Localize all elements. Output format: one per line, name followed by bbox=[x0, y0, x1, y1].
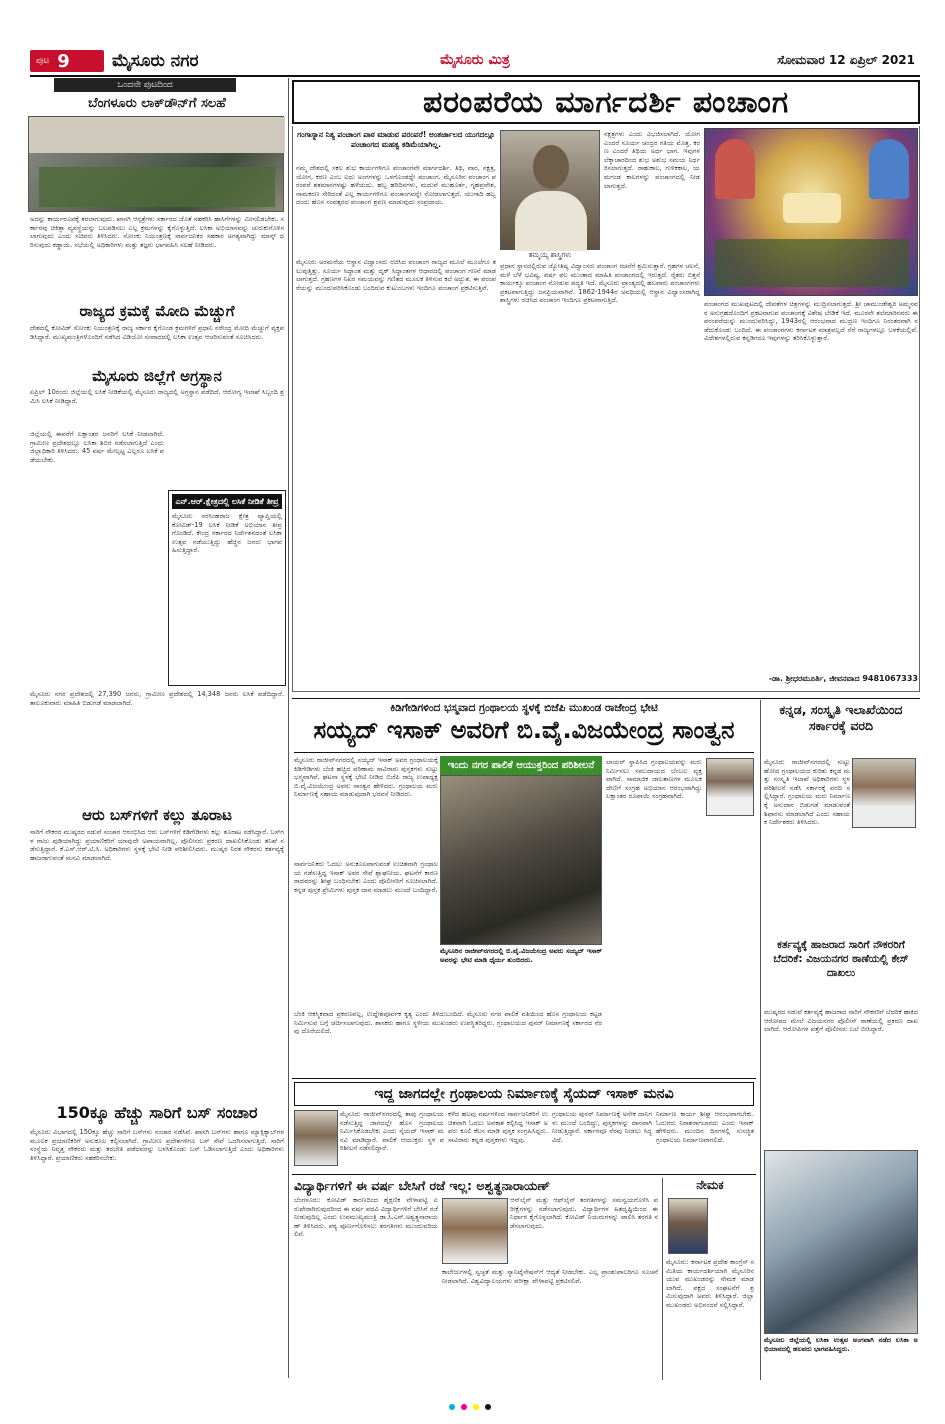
col4-text-2: ಮುಷ್ಕರದ ನಡುವೆ ಕರ್ತವ್ಯಕ್ಕೆ ಹಾಜರಾದ ಸಾರಿಗೆ ನೌಕರರಿಗೆ ಬೆದರಿಕೆ ಹಾಕಿದ ಆರೋಪದ ಮೇಲೆ ವಿಜಯನಗರ ಪೊಲೀಸ್ ಠಾಣೆಯಲ್ಲಿ ಪ್ರಕರಣ ದಾಖಲಾಗಿದೆ. ಆರೋಪಿಗಳ ಪತ್ತೆಗೆ ಪೊಲೀಸರು ಬಲೆ ಬೀಸಿದ್ದಾರೆ. bbox=[764, 1008, 918, 1034]
col4-caption: ಮೈಸೂರು ಜಿಲ್ಲೆಯಲ್ಲಿ ಲಸಿಕಾ ಉತ್ಸವ ಅಂಗವಾಗಿ ನಡೆದ ಲಸಿಕಾ ಅಭಿಯಾನದಲ್ಲಿ ಹಲವರು ಭಾಗವಹಿಸಿದ್ದರು. bbox=[764, 1336, 918, 1353]
feature-text-5: ಪಂಚಾಂಗದ ಮುಖಪುಟದಲ್ಲಿ ದೇವತೆಗಳ ಚಿತ್ರಗಳನ್ನು ಮುದ್ರಿಸಲಾಗುತ್ತದೆ. ಶ್ರೀ ಚಾಮುಂಡೇಶ್ವರಿ ಅಮ್ಮನವರ ಅನುಗ್ರಹದೊಂದಿಗೆ ಪ್ರಕಟವಾಗುವ ಪಂಚಾಂಗಕ್ಕೆ ವಿಶೇಷ ಬೇಡಿಕೆ ಇದೆ. ಮೂರನೇ ತಲೆಮಾರಿನವರು ಈ ಪರಂಪರೆಯನ್ನು ಮುಂದುವರಿಸಿದ್ದು, 1943ರಲ್ಲಿ ಆರಂಭವಾದ ಮುದ್ರಣ ಇಂದಿಗೂ ನಿರಂತರವಾಗಿ ನಡೆದುಕೊಂಡು ಬಂದಿದೆ. ಈ ಪಂಚಾಂಗಗಳು ಕರ್ನಾಟಕ ಮಾತ್ರವಲ್ಲದೆ ನೆರೆ ರಾಜ್ಯಗಳಲ್ಲೂ ಬಳಕೆಯಲ್ಲಿವೆ. ವಿದೇಶಗಳಲ್ಲಿರುವ ಕನ್ನಡಿಗರೂ ಇವುಗಳನ್ನು ತರಿಸಿಕೊಳ್ಳುತ್ತಾರೆ. bbox=[704, 300, 918, 343]
col4-headline-2: ಕರ್ತವ್ಯಕ್ಕೆ ಹಾಜರಾದ ಸಾರಿಗೆ ನೌಕರರಿಗೆ ಬೆದರಿಕೆ: ವಿಜಯನಗರ ಠಾಣೆಯಲ್ಲಿ ಕೇಸ್ ದಾಖಲು bbox=[773, 939, 909, 979]
burnt-library-photo bbox=[440, 775, 602, 945]
feature-text-4: ಪ್ರಧಾನ ಸ್ಥಾನದಲ್ಲಿರುವ ಜ್ಯೋತಿಷ್ಯ ವಿದ್ವಾಂಸರು ಪಂಚಾಂಗ ರಚನೆಗೆ ಶ್ರಮಿಸುತ್ತಾರೆ. ಗ್ರಹಗಳ ಚಲನೆ, ಮಳೆ ಬೆಳೆ ಭವಿಷ್ಯ, ವರ್ಷ ಫಲ ಮುಂತಾದ ಮಾಹಿತಿ ಪಂಚಾಂಗದಲ್ಲಿ ಇರುತ್ತದೆ. ರೈತರು ಬಿತ್ತನೆ ಕಾರ್ಯಕ್ಕೂ ಪಂಚಾಂಗ ನೋಡುವ ಪದ್ಧತಿ ಇದೆ. ಮೈಸೂರು ಪ್ರಾಂತ್ಯದಲ್ಲಿ ಹಲವಾರು ಪಂಚಾಂಗಗಳು ಪ್ರಕಟವಾಗುತ್ತಿದ್ದು ಜನಪ್ರಿಯವಾಗಿವೆ. 1862-1944ರ ಅವಧಿಯಲ್ಲಿ ಆಸ್ಥಾನ ವಿದ್ವಾಂಸರಾಗಿದ್ದ ಶಾಸ್ತ್ರಿಗಳು ರಚಿಸಿದ ಪಂಚಾಂಗ ಇಂದಿಗೂ ಪ್ರಕಟವಾಗುತ್ತಿದೆ. bbox=[500, 262, 700, 305]
feature-intro: ಗಂಗಾಸ್ನಾನ ನಿತ್ಯ ಪಂಚಾಂಗ ಪಾಠ ಮಾಡುವ ಪರಂಪರೆ! ಅಂತರ್ಜಾಲದ ಯುಗದಲ್ಲೂ ಪಂಚಾಂಗದ ಮಹತ್ವ ಕಡಿಮೆಯಾಗಿಲ್ಲ. bbox=[297, 130, 495, 149]
page-number: 9 bbox=[57, 50, 70, 72]
col1-text-7: ಮೈಸೂರು ವಿಭಾಗದಲ್ಲಿ 150ಕ್ಕೂ ಹೆಚ್ಚು ಸಾರಿಗೆ ಬಸ್‌ಗಳು ಸಂಚಾರ ನಡೆಸಿವೆ. ಖಾಸಗಿ ಬಸ್‌ಗಳು ಹಾಗೂ ಮ್ಯಾಕ್ಸಿಕ್ಯಾಬ್‌ಗಳ ಮೂಲಕ ಪ್ರಯಾಣಿಕರಿಗೆ ಅನುಕೂಲ ಕಲ್ಪಿಸಲಾಗಿದೆ. ಗ್ರಾಮೀಣ ಪ್ರದೇಶಗಳಿಗೂ ಬಸ್ ಸೇವೆ ಒದಗಿಸಲಾಗುತ್ತಿದೆ. ಸಾರಿಗೆ ಸಂಸ್ಥೆಯ ನಿವೃತ್ತ ನೌಕರರು ಮತ್ತು ತರಬೇತಿ ಪಡೆದವರನ್ನು ಬಳಸಿಕೊಂಡು ಬಸ್ ಓಡಿಸಲಾಗುತ್ತಿದೆ ಎಂದು ಅಧಿಕಾರಿಗಳು ತಿಳಿಸಿದ್ದಾರೆ. ಪ್ರಯಾಣಿಕರು ಸಹಕರಿಸಬೇಕು. bbox=[30, 1128, 284, 1162]
story3-text-3: ಗ್ರಂಥಾಲಯ ಪುನರ್ ನಿರ್ಮಾಣಕ್ಕೆ ಅನೇಕ ದಾನಿಗಳು ಮುಂದೆ ಬಂದಿದ್ದು, ಪುಸ್ತಕಗಳನ್ನು ದಾನವಾಗಿ ನೀಡುತ್ತಿದ್ದಾರೆ. ಸರ್ಕಾರವೂ ನೆರವು ನೀಡಲು ಸಿದ್ಧವಿದೆ. bbox=[552, 1110, 652, 1144]
vaccination-photo bbox=[764, 1150, 918, 1334]
col1-text-4: ಜಿಲ್ಲೆಯಲ್ಲಿ ಈವರೆಗೆ ಲಕ್ಷಾಂತರ ಜನರಿಗೆ ಲಸಿಕೆ ನೀಡಲಾಗಿದೆ. ಗ್ರಾಮೀಣ ಪ್ರದೇಶದಲ್ಲೂ ಲಸಿಕಾ ಶಿಬಿರ ನಡೆಸಲಾಗುತ್ತಿದೆ ಎಂದು ಜಿಲ್ಲಾಧಿಕಾರಿ ತಿಳಿಸಿದರು. 45 ವರ್ಷ ಮೇಲ್ಪಟ್ಟ ಎಲ್ಲರೂ ಲಸಿಕೆ ಪಡೆಯಬೇಕು. bbox=[30, 430, 164, 464]
appointment-title: ನೇಮಕ bbox=[696, 1178, 724, 1192]
section-rule-2 bbox=[292, 1078, 756, 1079]
page-number-badge bbox=[30, 50, 104, 72]
page-word: ಪುಟ bbox=[36, 56, 50, 66]
story4-headline: ವಿದ್ಯಾರ್ಥಿಗಳಿಗೆ ಈ ವರ್ಷ ಬೇಸಿಗೆ ರಜೆ ಇಲ್ಲ: ಅಶ್ವತ್ಥನಾರಾಯಣ್ bbox=[294, 1178, 551, 1193]
col1-headline-1: ಬೆಂಗಳೂರು ಲಾಕ್‌ಡೌನ್‌ಗೆ ಸಲಹೆ bbox=[88, 96, 226, 111]
feature-border bbox=[292, 126, 920, 692]
story2-headline: ಸಯ್ಯದ್ ಇಸಾಕ್ ಅವರಿಗೆ ಬಿ.ವೈ.ವಿಜಯೇಂದ್ರ ಸಾಂತ್ವನ bbox=[313, 716, 735, 744]
col4-text-1: ಮೈಸೂರು ರಾಜೀವ್‌ನಗರದಲ್ಲಿ ಸುಟ್ಟು ಹೋದ ಗ್ರಂಥಾಲಯದ ಕುರಿತು ಕನ್ನಡ ಮತ್ತು ಸಂಸ್ಕೃತಿ ಇಲಾಖೆ ಅಧಿಕಾರಿಗಳು ಸ್ಥಳ ಪರಿಶೀಲನೆ ನಡೆಸಿ ಸರ್ಕಾರಕ್ಕೆ ವರದಿ ಸಲ್ಲಿಸಿದ್ದಾರೆ. ಗ್ರಂಥಾಲಯ ಮರು ನಿರ್ಮಾಣಕ್ಕೆ ಅನುದಾನ ಬಿಡುಗಡೆ ಮಾಡುವಂತೆ ಶಿಫಾರಸು ಮಾಡಲಾಗಿದೆ ಎಂದು ಸಹಾಯಕ ನಿರ್ದೇಶಕರು ತಿಳಿಸಿದರು. bbox=[764, 758, 850, 827]
col1-headline-2: ರಾಜ್ಯದ ಕ್ರಮಕ್ಕೆ ಮೋದಿ ಮೆಚ್ಚುಗೆ bbox=[79, 302, 235, 320]
feature-title-bar bbox=[292, 80, 920, 124]
col1-text-5: ಮೈಸೂರು ನಗರ ಪ್ರದೇಶದಲ್ಲಿ 27,390 ಜನರು, ಗ್ರಾಮೀಣ ಪ್ರದೇಶದಲ್ಲಿ 14,348 ಜನರು ಲಸಿಕೆ ಪಡೆದಿದ್ದಾರೆ. ತಾಲೂಕುವಾರು ಮಾಹಿತಿ ಬಿಡುಗಡೆ ಮಾಡಲಾಗಿದೆ. bbox=[30, 690, 284, 707]
feature-text-3: ನಕ್ಷತ್ರಗಳು ಎಂದು ವಿಭಜಿಸಲಾಗಿದೆ. ಯೋಗ ಎಂದರೆ ಸೂರ್ಯ ಚಂದ್ರರ ಗತಿಯ ಮೊತ್ತ. ಕರಣ ಎಂದರೆ ತಿಥಿಯ ಅರ್ಧ ಭಾಗ. ಇವುಗಳ ಲೆಕ್ಕಾಚಾರದಿಂದ ಶುಭ ಅಶುಭ ಸಮಯ ನಿರ್ಧರಿಸಲಾಗುತ್ತದೆ. ರಾಹುಕಾಲ, ಗುಳಿಕಕಾಲ, ಯಮಗಂಡ ಕಾಲಗಳನ್ನು ಪಂಚಾಂಗದಲ್ಲಿ ನೀಡಲಾಗುತ್ತದೆ. bbox=[604, 130, 700, 190]
story2-rule bbox=[294, 752, 754, 753]
col4-headline-1: ಕನ್ನಡ, ಸಂಸ್ಕೃತಿ ಇಲಾಖೆಯಿಂದ ಸರ್ಕಾರಕ್ಕೆ ವರದಿ bbox=[779, 702, 903, 733]
story4-text-2: ಆನ್‌ಲೈನ್ ಮತ್ತು ಆಫ್‌ಲೈನ್ ತರಗತಿಗಳನ್ನು ಸಮನ್ವಯಗೊಳಿಸಿ ಪರೀಕ್ಷೆಗಳನ್ನು ನಡೆಸಲಾಗುವುದು. ವಿದ್ಯಾರ್ಥಿಗಳ ಹಿತದೃಷ್ಟಿಯಿಂದ ಈ ನಿರ್ಧಾರ ಕೈಗೊಳ್ಳಲಾಗಿದೆ. ಕೋವಿಡ್ ನಿಯಮಗಳನ್ನು ಪಾಲಿಸಿ ತರಗತಿ ನಡೆಸಲಾಗುವುದು. bbox=[510, 1196, 658, 1230]
masthead-rule bbox=[30, 75, 920, 77]
library-photo-block bbox=[440, 756, 602, 1006]
col1-headline-5: 150ಕ್ಕೂ ಹೆಚ್ಚು ಸಾರಿಗೆ ಬಸ್ ಸಂಚಾರ bbox=[56, 1103, 258, 1122]
story3-headline: ಇದ್ದ ಜಾಗದಲ್ಲೇ ಗ್ರಂಥಾಲಯ ನಿರ್ಮಾಣಕ್ಕೆ ಸೈಯದ್ ಇಸಾಕ್ ಮನವಿ bbox=[374, 1086, 674, 1102]
story4-text-3: ಕಾಲೇಜುಗಳಲ್ಲಿ ಸ್ವಚ್ಛತೆ ಮತ್ತು ಸ್ಯಾನಿಟೈಸೇಷನ್‌ಗೆ ಆದ್ಯತೆ ನೀಡಬೇಕು. ಎಲ್ಲ ಪ್ರಾಂಶುಪಾಲರಿಗೂ ಸೂಚನೆ ನೀಡಲಾಗಿದೆ. ವಿಶ್ವವಿದ್ಯಾಲಯಗಳು ಪರೀಕ್ಷಾ ವೇಳಾಪಟ್ಟಿ ಪ್ರಕಟಿಸಲಿವೆ. bbox=[442, 1268, 658, 1285]
section-title: ಮೈಸೂರು ನಗರ bbox=[112, 51, 199, 71]
print-color-marks bbox=[420, 1404, 520, 1410]
paper-name: ಮೈಸೂರು ಮಿತ್ರ bbox=[440, 52, 510, 68]
col1-headline-3: ಮೈಸೂರು ಜಿಲ್ಲೆಗೆ ಅಗ್ರಸ್ಥಾನ bbox=[92, 367, 222, 385]
col1-text-3: ಏಪ್ರಿಲ್ 10ರಂದು ಜಿಲ್ಲೆಯಲ್ಲಿ ಲಸಿಕೆ ನೀಡಿಕೆಯಲ್ಲಿ ಮೈಸೂರು ರಾಜ್ಯದಲ್ಲಿ ಅಗ್ರಸ್ಥಾನ ಪಡೆದಿದೆ. ಆರೋಗ್ಯ ಇಲಾಖೆ ಸಿಬ್ಬಂದಿ ಶ್ರಮಿಸಿ ಲಸಿಕೆ ನೀಡಿದ್ದಾರೆ. bbox=[30, 388, 284, 405]
story3-text-2: ಕಳೆದ ಹಲವು ವರ್ಷಗಳಿಂದ ಸಾರ್ವಜನಿಕರಿಗೆ ಉಚಿತವಾಗಿ ಓದಲು ಅವಕಾಶ ಕಲ್ಪಿಸಿದ್ದ ಇಸಾಕ್ ಅವರು ಕೂಲಿ ಕೆಲಸ ಮಾಡಿ ಪುಸ್ತಕ ಸಂಗ್ರಹಿಸಿದ್ದರು. ಸಾವಿರಾರು ಕನ್ನಡ ಪುಸ್ತಕಗಳು ಇದ್ದವು. bbox=[448, 1110, 548, 1144]
feature-text-2: ಮೈಸೂರು ಅರಮನೆಯ ಆಸ್ಥಾನ ವಿದ್ವಾಂಸರು ರಚಿಸಿದ ಪಂಚಾಂಗ ರಾಜ್ಯದ ಮೂಲೆ ಮೂಲೆಗೂ ತಲುಪುತ್ತಿತ್ತು. ಸೂರ್ಯ ಸಿದ್ಧಾಂತ ಮತ್ತು ದೃಕ್ ಸಿದ್ಧಾಂತಗಳ ಆಧಾರದಲ್ಲಿ ಪಂಚಾಂಗ ಗಣನೆ ಮಾಡಲಾಗುತ್ತದೆ. ಗ್ರಹಣಗಳ ನಿಖರ ಸಮಯವನ್ನು ಗಣಿತದ ಮೂಲಕ ತಿಳಿಸುವ ಕಲೆ ಅದ್ಭುತ. ಈ ಪರಂಪರೆಯನ್ನು ಮುಂದುವರಿಸಿಕೊಂಡು ಬಂದಿರುವ ಕುಟುಂಬಗಳು ಇಂದಿಗೂ ಪಂಚಾಂಗ ಪ್ರಕಟಿಸುತ್ತಿವೆ. bbox=[296, 258, 496, 292]
official-photo bbox=[852, 758, 916, 828]
minister-photo bbox=[442, 1198, 508, 1264]
portrait-caption: ತಮ್ಮಯ್ಯ ಶಾಸ್ತ್ರಿಗಳು bbox=[528, 251, 572, 259]
appointment-text: ಮೈಸೂರು: ಕರ್ನಾಟಕ ಪ್ರದೇಶ ಕಾಂಗ್ರೆಸ್ ಸಮಿತಿಯ ಕಾರ್ಯದರ್ಶಿಯಾಗಿ ಮೈಸೂರಿನ ಯುವ ಮುಖಂಡರನ್ನು ನೇಮಕ ಮಾಡಲಾಗಿದೆ. ಪಕ್ಷದ ಸಂಘಟನೆಗೆ ಶ್ರಮಿಸುವುದಾಗಿ ಅವರು ತಿಳಿಸಿದ್ದಾರೆ. ಜಿಲ್ಲಾ ಮುಖಂಡರು ಅಭಿನಂದನೆ ಸಲ್ಲಿಸಿದ್ದಾರೆ. bbox=[666, 1258, 754, 1309]
story2-text-3: ಬೆಂಕಿ ಆಕಸ್ಮಿಕವಾದ ಪ್ರಕರಣವಲ್ಲ, ಉದ್ದೇಶಪೂರ್ವಕ ಕೃತ್ಯ ಎಂದು ತಿಳಿದುಬಂದಿದೆ. ಮೈಸೂರು ನಗರ ಪಾಲಿಕೆ ವತಿಯಿಂದ ಹೊಸ ಗ್ರಂಥಾಲಯ ಕಟ್ಟಡ ನಿರ್ಮಿಸುವ ಬಗ್ಗೆ ಚರ್ಚಿಸಲಾಗುವುದು. ಶಾಸಕರು ಹಾಗೂ ಸ್ಥಳೀಯ ಮುಖಂಡರು ಉಪಸ್ಥಿತರಿದ್ದರು. ಗ್ರಂಥಾಲಯದ ಪುನರ್ ನಿರ್ಮಾಣಕ್ಕೆ ಸರ್ಕಾರದ ನೆರವು ದೊರೆಯಲಿದೆ. bbox=[294, 1010, 602, 1036]
col1-text-2: ದೇಶದಲ್ಲಿ ಕೋವಿಡ್ ಸೋಂಕು ನಿಯಂತ್ರಣಕ್ಕೆ ರಾಜ್ಯ ಸರ್ಕಾರ ಕೈಗೊಂಡ ಕ್ರಮಗಳಿಗೆ ಪ್ರಧಾನಿ ನರೇಂದ್ರ ಮೋದಿ ಮೆಚ್ಚುಗೆ ವ್ಯಕ್ತಪಡಿಸಿದ್ದಾರೆ. ಮುಖ್ಯಮಂತ್ರಿಗಳೊಂದಿಗೆ ನಡೆಸಿದ ವಿಡಿಯೋ ಸಂವಾದದಲ್ಲಿ ಲಸಿಕಾ ಉತ್ಸವ ಆಚರಿಸುವಂತೆ ಸೂಚಿಸಿದರು. bbox=[30, 324, 284, 341]
story3-text-1: ಮೈಸೂರು ರಾಜೀವ್‌ನಗರದಲ್ಲಿ ತಾವು ಗ್ರಂಥಾಲಯ ನಡೆಸುತ್ತಿದ್ದ ಜಾಗದಲ್ಲೇ ಹೊಸ ಗ್ರಂಥಾಲಯ ನಿರ್ಮಿಸಿಕೊಡಬೇಕು ಎಂದು ಸೈಯದ್ ಇಸಾಕ್ ಮನವಿ ಮಾಡಿದ್ದಾರೆ. ಪಾಲಿಕೆ ಆಯುಕ್ತರು ಸ್ಥಳ ಪರಿಶೀಲನೆ ನಡೆಸಲಿದ್ದಾರೆ. bbox=[340, 1110, 444, 1153]
isaq-photo bbox=[294, 1110, 338, 1166]
kicker-banner: ಒಂದನೇ ಪುಟದಿಂದ bbox=[54, 78, 236, 92]
appointee-photo bbox=[668, 1198, 708, 1254]
photo-label-banner: ಇಂದು ನಗರ ಪಾಲಿಕೆ ಆಯುಕ್ತರಿಂದ ಪರಿಶೀಲನೆ bbox=[440, 756, 602, 775]
col1-text-6: ಸಾರಿಗೆ ನೌಕರರ ಮುಷ್ಕರದ ನಡುವೆ ಸಂಚಾರ ಆರಂಭಿಸಿದ ಆರು ಬಸ್‌ಗಳಿಗೆ ಕಿಡಿಗೇಡಿಗಳು ಕಲ್ಲು ತೂರಾಟ ನಡೆಸಿದ್ದಾರೆ. ಬಸ್‌ಗಳ ಗಾಜು ಪುಡಿಯಾಗಿದ್ದು ಪ್ರಯಾಣಿಕರಿಗೆ ಯಾವುದೇ ಅಪಾಯವಾಗಿಲ್ಲ. ಪೊಲೀಸರು ಪ್ರಕರಣ ದಾಖಲಿಸಿಕೊಂಡು ತನಿಖೆ ನಡೆಸುತ್ತಿದ್ದಾರೆ. ಕೆ.ಎಸ್.ಆರ್.ಟಿ.ಸಿ. ಅಧಿಕಾರಿಗಳು ಸ್ಥಳಕ್ಕೆ ಭೇಟಿ ನೀಡಿ ಪರಿಶೀಲಿಸಿದರು. ಮುಷ್ಕರ ನಿರತ ನೌಕರರು ಕರ್ತವ್ಯಕ್ಕೆ ಹಾಜರಾಗುವಂತೆ ಮನವಿ ಮಾಡಲಾಗಿದೆ. bbox=[30, 828, 284, 862]
column-divider-2 bbox=[760, 700, 761, 1380]
vaccine-box-text: ಮೈಸೂರು ನರಸಿಂಹರಾಜ ಕ್ಷೇತ್ರ ವ್ಯಾಪ್ತಿಯಲ್ಲಿ ಕೋವಿಡ್-19 ಲಸಿಕೆ ನೀಡಿಕೆ ಅಭಿಯಾನ ತೀವ್ರಗೊಂಡಿದೆ. ಕೇಂದ್ರ ಸರ್ಕಾರದ ನಿರ್ದೇಶನದಂತೆ ಲಸಿಕಾ ಉತ್ಸವ ನಡೆಯುತ್ತಿದ್ದು ಹೆಚ್ಚಿನ ಜನರು ಭಾಗವಹಿಸುತ್ತಿದ್ದಾರೆ. bbox=[172, 512, 282, 555]
column-divider-1 bbox=[288, 78, 289, 1378]
story2-text-1: ಮೈಸೂರು ರಾಜೀವ್‌ನಗರದಲ್ಲಿ ಸಯ್ಯದ್ ಇಸಾಕ್ ಅವರ ಗ್ರಂಥಾಲಯಕ್ಕೆ ಕಿಡಿಗೇಡಿಗಳು ಬೆಂಕಿ ಹಚ್ಚಿದ ಪರಿಣಾಮ ಸಾವಿರಾರು ಪುಸ್ತಕಗಳು ಸುಟ್ಟು ಭಸ್ಮವಾಗಿವೆ. ಘಟನಾ ಸ್ಥಳಕ್ಕೆ ಭೇಟಿ ನೀಡಿದ ಬಿಜೆಪಿ ರಾಜ್ಯ ಉಪಾಧ್ಯಕ್ಷ ಬಿ.ವೈ.ವಿಜಯೇಂದ್ರ ಅವರು ಸಾಂತ್ವನ ಹೇಳಿದರು. ಗ್ರಂಥಾಲಯ ಮರು ನಿರ್ಮಾಣಕ್ಕೆ ಸಹಾಯ ಮಾಡುವುದಾಗಿ ಭರವಸೆ ನೀಡಿದರು. bbox=[294, 756, 438, 799]
vijayendra-photo bbox=[706, 758, 754, 816]
masthead bbox=[0, 48, 945, 74]
issue-date: ಸೋಮವಾರ 12 ಏಪ್ರಿಲ್ 2021 bbox=[777, 53, 915, 67]
section-rule-1 bbox=[292, 698, 920, 699]
story3-text-4: ನಿರ್ಮಾಣ ಕಾರ್ಯ ಶೀಘ್ರ ಆರಂಭವಾಗಬೇಕು. ಓದುಗರು ನಿರಾಶರಾಗಬಾರದು ಎಂದು ಇಸಾಕ್ ಹೇಳಿದರು. ಮುಂದಿನ ದಿನಗಳಲ್ಲಿ ಸುಸಜ್ಜಿತ ಗ್ರಂಥಾಲಯ ನಿರ್ಮಾಣವಾಗಲಿದೆ. bbox=[656, 1110, 754, 1144]
story2-text-2: ಸಾರ್ವಜನಿಕರು ಓದಲು ಅನುಕೂಲವಾಗುವಂತೆ ಉಚಿತವಾಗಿ ಗ್ರಂಥಾಲಯ ನಡೆಸುತ್ತಿದ್ದ ಇಸಾಕ್ ಅವರ ಸೇವೆ ಶ್ಲಾಘನೀಯ. ಘಟನೆಗೆ ಕಾರಣರಾದವರನ್ನು ಶೀಘ್ರ ಬಂಧಿಸಬೇಕು ಎಂದು ಪೊಲೀಸರಿಗೆ ಸೂಚಿಸಲಾಗಿದೆ. ಕನ್ನಡ ಪುಸ್ತಕ ಪ್ರೇಮಿಗಳು ಪುಸ್ತಕ ದಾನ ಮಾಡಲು ಮುಂದೆ ಬಂದಿದ್ದಾರೆ. bbox=[294, 860, 438, 894]
column-divider-3 bbox=[662, 1178, 663, 1380]
feature-byline: -ಡಾ. ಶ್ರೀಧರಮೂರ್ತಿ, ಜೀವನವಾದ 9481067333 bbox=[768, 674, 918, 683]
photo-caption: ಮೈಸೂರಿನ ರಾಜೀವ್‌ನಗರದಲ್ಲಿ ಬಿ.ವೈ.ವಿಜಯೇಂದ್ರ ಅವರು ಸಯ್ಯದ್ ಇಸಾಕ್ ಅವರನ್ನು ಭೇಟಿ ಮಾಡಿ ಧೈರ್ಯ ತುಂಬಿದರು. bbox=[440, 947, 602, 964]
feature-text-1: ನಮ್ಮ ದೇಶದಲ್ಲಿ ಸಕಲ ಶುಭ ಕಾರ್ಯಗಳಿಗೂ ಪಂಚಾಂಗವೇ ಮಾರ್ಗದರ್ಶಿ. ತಿಥಿ, ವಾರ, ನಕ್ಷತ್ರ, ಯೋಗ, ಕರಣ ಎಂಬ ಐದು ಅಂಗಗಳನ್ನು ಒಳಗೊಂಡದ್ದೇ ಪಂಚಾಂಗ. ಮೈಸೂರಿನ ಪಂಚಾಂಗ ಪರಂಪರೆ ಶತಮಾನಗಳಷ್ಟು ಹಳೆಯದು. ಹಬ್ಬ ಹರಿದಿನಗಳು, ಮದುವೆ ಮುಹೂರ್ತ, ಗೃಹಪ್ರವೇಶ, ನಾಮಕರಣ ಸೇರಿದಂತೆ ಎಲ್ಲ ಕಾರ್ಯಗಳಿಗೂ ಪಂಚಾಂಗವನ್ನೇ ನೋಡಲಾಗುತ್ತದೆ. ಯುಗಾದಿ ಹಬ್ಬದಂದು ಹೊಸ ಸಂವತ್ಸರದ ಪಂಚಾಂಗ ಶ್ರವಣ ಮಾಡುವುದು ಸಂಪ್ರದಾಯ. bbox=[296, 164, 496, 207]
story3-headline-bar bbox=[294, 1082, 754, 1106]
story4-text-1: ಬೆಂಗಳೂರು: ಕೋವಿಡ್ ಕಾರಣದಿಂದ ಶೈಕ್ಷಣಿಕ ವೇಳಾಪಟ್ಟಿ ಏರುಪೇರಾಗಿರುವುದರಿಂದ ಈ ವರ್ಷ ಪದವಿ ವಿದ್ಯಾರ್ಥಿಗಳಿಗೆ ಬೇಸಿಗೆ ರಜೆ ನೀಡುವುದಿಲ್ಲ ಎಂದು ಉಪಮುಖ್ಯಮಂತ್ರಿ ಡಾ.ಸಿ.ಎನ್.ಅಶ್ವತ್ಥನಾರಾಯಣ್ ತಿಳಿಸಿದರು. ಪಠ್ಯ ಪೂರ್ಣಗೊಳಿಸಲು ತರಗತಿಗಳು ಮುಂದುವರಿಯಲಿವೆ. bbox=[294, 1196, 438, 1239]
story2-text-4: ಲಾಯರ್ ಸ್ಥಾಪಿಸಿದ ಗ್ರಂಥಾಲಯವನ್ನು ಮರು ನಿರ್ಮಿಸಲು ಸಮುದಾಯದ ಬೆಂಬಲ ವ್ಯಕ್ತವಾಗಿದೆ. ಸಾಮಾಜಿಕ ಜಾಲತಾಣಗಳ ಮೂಲಕ ದೇಣಿಗೆ ಸಂಗ್ರಹ ಅಭಿಯಾನ ಆರಂಭವಾಗಿದ್ದು ಲಕ್ಷಾಂತರ ರೂಪಾಯಿ ಸಂಗ್ರಹವಾಗಿದೆ. bbox=[606, 758, 702, 801]
story2-kicker: ಕಿಡಿಗೇಡಿಗಳಿಂದ ಭಸ್ಮವಾದ ಗ್ರಂಥಾಲಯ ಸ್ಥಳಕ್ಕೆ ಬಿಜೆಪಿ ಮುಖಂಡ ರಾಜೇಂದ್ರ ಭೇಟಿ bbox=[390, 702, 658, 714]
col1-headline-4: ಆರು ಬಸ್‌ಗಳಿಗೆ ಕಲ್ಲು ತೂರಾಟ bbox=[82, 806, 232, 824]
col1-text-1: ಅದನ್ನು ಕಾರ್ಯರೂಪಕ್ಕೆ ತರಲಾಗುವುದು. ಖಾಸಗಿ ಆಸ್ಪತ್ರೆಗಳು ಸರ್ಕಾರದ ಜೊತೆ ಸಹಕರಿಸಿ ಹಾಸಿಗೆಗಳನ್ನು ಮೀಸಲಿಡಬೇಕು. ಸರ್ಕಾರವು ಚಿಕಿತ್ಸಾ ವ್ಯವಸ್ಥೆಯನ್ನು ಬಲಪಡಿಸಲು ಎಲ್ಲ ಕ್ರಮಗಳನ್ನು ಕೈಗೊಳ್ಳುತ್ತಿದೆ. ಲಸಿಕಾ ಅಭಿಯಾನವನ್ನು ಚುರುಕುಗೊಳಿಸಲಾಗುವುದು ಎಂದು ಸಚಿವರು ತಿಳಿಸಿದರು. ಸೋಂಕು ನಿಯಂತ್ರಣಕ್ಕೆ ಸಾರ್ವಜನಿಕರ ಸಹಕಾರ ಅಗತ್ಯವಾಗಿದ್ದು ಮಾಸ್ಕ್ ಧರಿಸುವುದು ಕಡ್ಡಾಯ. ಸಭೆಯಲ್ಲಿ ಅಧಿಕಾರಿಗಳು ಮತ್ತು ತಜ್ಞರು ಭಾಗವಹಿಸಿ ಸಲಹೆ ನೀಡಿದರು. bbox=[30, 215, 284, 249]
feature-title: ಪರಂಪರೆಯ ಮಾರ್ಗದರ್ಶಿ ಪಂಚಾಂಗ bbox=[422, 84, 790, 120]
vaccine-box bbox=[168, 490, 286, 686]
vaccine-box-title: ಎನ್.ಆರ್.ಕ್ಷೇತ್ರದಲ್ಲಿ ಲಸಿಕೆ ನೀಡಿಕೆ ತೀವ್ರ bbox=[172, 494, 282, 509]
meeting-photo bbox=[28, 116, 284, 212]
section-rule-3 bbox=[292, 1174, 756, 1175]
